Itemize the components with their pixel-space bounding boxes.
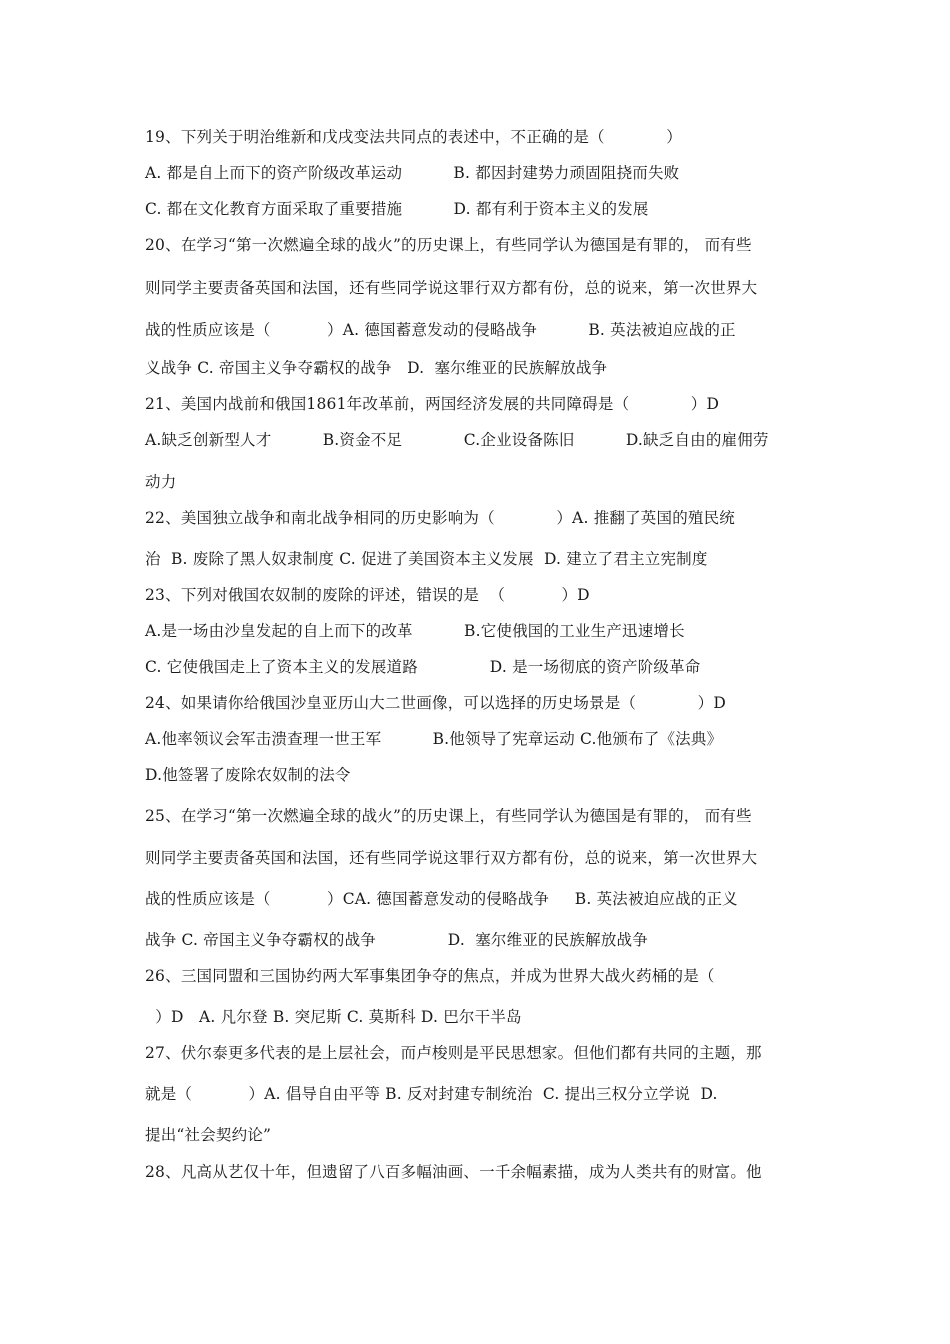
question-22-line-1: 22、美国独立战争和南北战争相同的历史影响为（ ）A. 推翻了英国的殖民统 xyxy=(145,509,735,527)
question-23-stem: 23、下列对俄国农奴制的废除的评述，错误的是 （ ）D xyxy=(145,586,590,604)
question-27-line-1: 27、伏尔泰更多代表的是上层社会，而卢梭则是平民思想家。但他们都有共同的主题，那 xyxy=(145,1044,762,1062)
question-19-stem: 19、下列关于明治维新和戊戌变法共同点的表述中，不正确的是（ ） xyxy=(145,128,682,146)
question-20-line-2: 则同学主要责备英国和法国，还有些同学说这罪行双方都有份，总的说来，第一次世界大 xyxy=(145,279,758,297)
question-24-stem: 24、如果请你给俄国沙皇亚历山大二世画像，可以选择的历史场景是（ ）D xyxy=(145,694,726,712)
question-20-line-1: 20、在学习“第一次燃遍全球的战火”的历史课上，有些同学认为德国是有罪的， 而有些 xyxy=(145,236,752,254)
question-26-stem: 26、三国同盟和三国协约两大军事集团争夺的焦点，并成为世界大战火药桶的是（ xyxy=(145,967,715,985)
question-19-options-ab: A. 都是自上而下的资产阶级改革运动 B. 都因封建势力顽固阻挠而失败 xyxy=(145,164,680,182)
question-24-options-cont: D.他签署了废除农奴制的法令 xyxy=(145,766,351,784)
question-23-options-cd: C. 它使俄国走上了资本主义的发展道路 D. 是一场彻底的资产阶级革命 xyxy=(145,658,701,676)
question-25-line-3: 战的性质应该是（ ）CA. 德国蓄意发动的侵略战争 B. 英法被迫应战的正义 xyxy=(145,890,738,908)
question-20-line-4: 义战争 C. 帝国主义争夺霸权的战争 D. 塞尔维亚的民族解放战争 xyxy=(145,359,608,377)
question-25-line-2: 则同学主要责备英国和法国，还有些同学说这罪行双方都有份，总的说来，第一次世界大 xyxy=(145,849,758,867)
question-25-line-4: 战争 C. 帝国主义争夺霸权的战争 D. 塞尔维亚的民族解放战争 xyxy=(145,931,648,949)
question-20-line-3: 战的性质应该是（ ）A. 德国蓄意发动的侵略战争 B. 英法被迫应战的正 xyxy=(145,321,736,339)
question-27-line-3: 提出“社会契约论” xyxy=(145,1126,272,1144)
question-24-options: A.他率领议会军击溃查理一世王军 B.他领导了宪章运动 C.他颁布了《法典》 xyxy=(145,730,723,748)
question-19-options-cd: C. 都在文化教育方面采取了重要措施 D. 都有利于资本主义的发展 xyxy=(145,200,649,218)
question-28-line-1: 28、凡高从艺仅十年，但遗留了八百多幅油画、一千余幅素描，成为人类共有的财富。他 xyxy=(145,1163,762,1181)
question-21-options: A.缺乏创新型人才 B.资金不足 C.企业设备陈旧 D.缺乏自由的雇佣劳 xyxy=(145,431,769,449)
question-23-options-ab: A.是一场由沙皇发起的自上而下的改革 B.它使俄国的工业生产迅速增长 xyxy=(145,622,685,640)
question-25-line-1: 25、在学习“第一次燃遍全球的战火”的历史课上，有些同学认为德国是有罪的， 而有些 xyxy=(145,807,752,825)
question-27-line-2: 就是（ ）A. 倡导自由平等 B. 反对封建专制统治 C. 提出三权分立学说 D. xyxy=(145,1085,718,1103)
question-21-options-cont: 动力 xyxy=(145,473,177,491)
question-21-stem: 21、美国内战前和俄国1861年改革前，两国经济发展的共同障碍是（ ）D xyxy=(145,395,720,413)
question-22-line-2: 治 B. 废除了黑人奴隶制度 C. 促进了美国资本主义发展 D. 建立了君主立宪制度 xyxy=(145,550,708,568)
question-26-options: ）D A. 凡尔登 B. 突尼斯 C. 莫斯科 D. 巴尔干半岛 xyxy=(145,1008,522,1026)
